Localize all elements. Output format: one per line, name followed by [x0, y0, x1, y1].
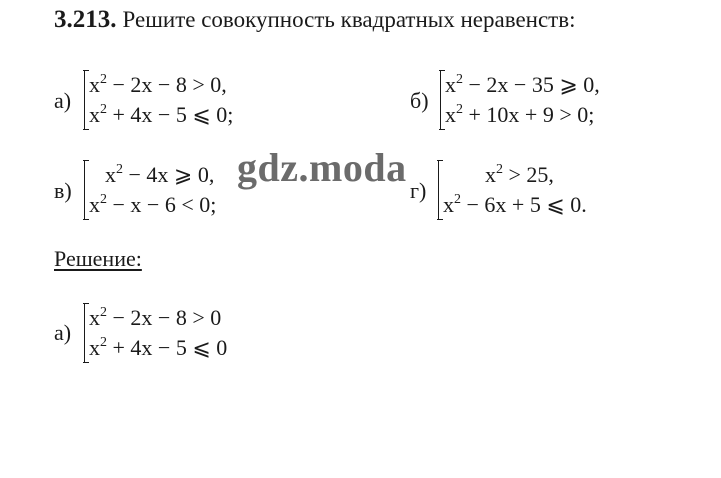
part-b-system [440, 70, 600, 130]
part-c-line-1: $x^2 - 4x$ ⩾ 0, [105, 162, 215, 187]
task-number: 3.213. [54, 6, 117, 33]
part-c-line-2: $x^2 - x - 6 < 0$; [89, 192, 217, 217]
part-d-line-2: $x^2 - 6x + 5$ ⩽ 0. [443, 192, 587, 217]
task-title [54, 6, 575, 34]
solution-a-line-2: $x^2 + 4x - 5$ ⩽ 0 [89, 335, 228, 360]
part-a-system [84, 70, 233, 130]
part-a-line-1: $x^2 - 2x - 8 > 0$, [89, 72, 227, 97]
part-a-line-2: $x^2 + 4x - 5$ ⩽ 0; [89, 102, 234, 127]
watermark-logo: gdz.moda [237, 145, 407, 190]
part-b-line-1: $x^2 - 2x - 35$ ⩾ 0, [445, 72, 600, 97]
part-b-label: б) [410, 88, 429, 113]
solution-a-system [84, 303, 227, 363]
part-d-system [438, 160, 587, 220]
task-instruction: Решите совокупность квадратных неравенств: [122, 7, 576, 32]
part-d-label: г) [410, 178, 427, 203]
part-d-line-1: $x^2 > 25$, [485, 162, 554, 187]
solution-heading: Решение: [54, 246, 142, 271]
part-c-label: в) [54, 178, 72, 203]
part-a-label: а) [54, 88, 72, 113]
solution-a-label: а) [54, 320, 72, 345]
part-c-system [84, 160, 216, 220]
part-b-line-2: $x^2 + 10x + 9 > 0$; [445, 102, 595, 127]
solution-a-line-1: $x^2 - 2x - 8 > 0$ [89, 305, 222, 330]
